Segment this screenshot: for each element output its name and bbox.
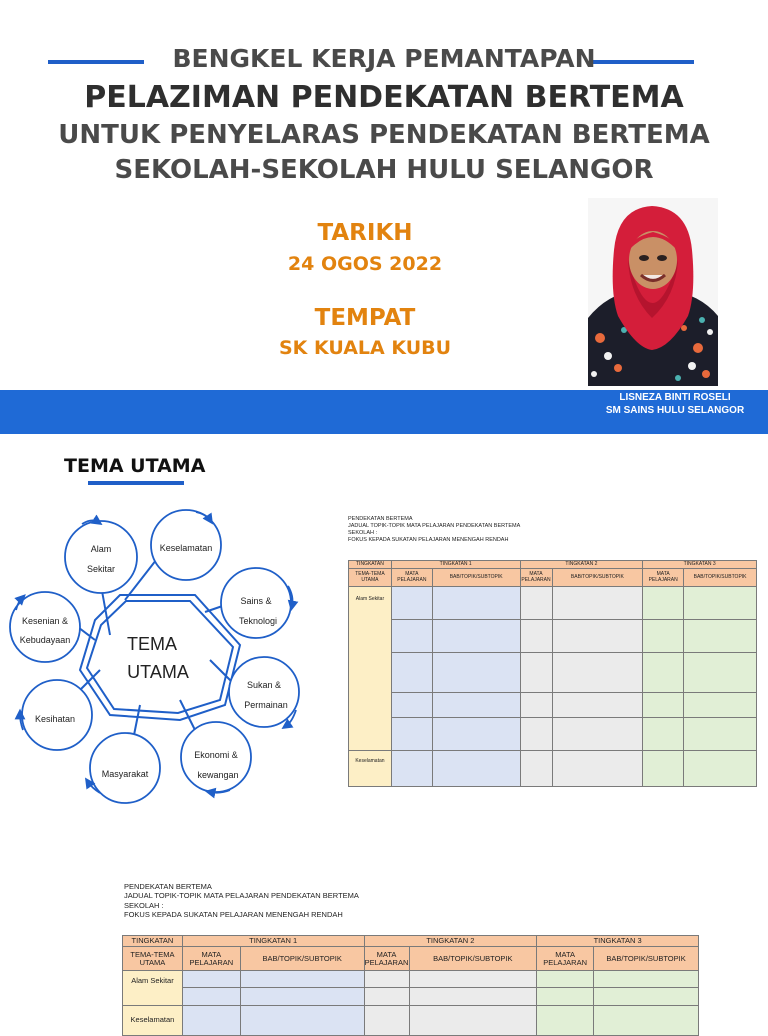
diagram-node-label: Kebudayaan [19, 635, 71, 645]
speaker-school: SM SAINS HULU SELANGOR [605, 405, 745, 416]
topics-table: TINGKATAN TINGKATAN 1 TINGKATAN 2 TINGKATAN 3 TEMA-TEMA UTAMA MATA PELAJARAN BAB/TOPIK/SUBTOPIK MATA PELAJARAN BAB/TOPIK/SUBTOPIK MATA PELAJARAN BAB/TOPIK/SUBTOPIK Alam Sekitar Keselamatan [122, 935, 699, 1036]
doc-heading-small: PENDEKATAN BERTEMA JADUAL TOPIK-TOPIK MATA PELAJARAN PENDEKATAN BERTEMA SEKOLAH : FOKUS KEPADA SUKATAN PELAJARAN MENENGAH RENDAH [348, 516, 521, 543]
topics-table-small: TINGKATAN TINGKATAN 1 TINGKATAN 2 TINGKATAN 3 TEMA-TEMA UTAMA MATA PELAJARAN BAB/TOPIK/SUBTOPIK MATA PELAJARAN BAB/TOPIK/SUBTOPIK MATA PELAJARAN BAB/TOPIK/SUBTOPIK Alam Sekitar Keselamatan [348, 560, 757, 787]
diagram-center-l2: UTAMA [127, 662, 189, 682]
diagram-node-label: Permainan [244, 700, 288, 710]
diagram-node-label: Masyarakat [101, 769, 149, 779]
diagram-node-label: Sains & [240, 596, 272, 606]
diagram-node-label: kewangan [197, 770, 239, 780]
venue-value: SK KUALA KUBU [278, 337, 452, 359]
diagram-node-label: Kesihatan [34, 714, 76, 724]
diagram-node-label: Sekitar [86, 564, 116, 574]
diagram-node-label: Ekonomi & [194, 750, 238, 760]
diagram-center-l1: TEMA [126, 634, 178, 654]
diagram-node-label: Sukan & [246, 680, 282, 690]
venue-label: TEMPAT [314, 305, 416, 331]
diagram-node-label: Alam [90, 544, 112, 554]
title-line-4: SEKOLAH-SEKOLAH HULU SELANGOR [114, 155, 654, 185]
diagram-node-circle [10, 592, 80, 662]
title-line-3: UNTUK PENYELARAS PENDEKATAN BERTEMA [58, 120, 710, 150]
diagram-node-label: Teknologi [238, 616, 278, 626]
speaker-photo [588, 198, 718, 386]
diagram-node-circle [229, 657, 299, 727]
theme-diagram [0, 500, 330, 805]
diagram-node-label: Keselamatan [159, 543, 213, 553]
diagram-node-circle [90, 733, 160, 803]
date-label: TARIKH [317, 220, 413, 246]
doc-heading: PENDEKATAN BERTEMA JADUAL TOPIK-TOPIK MATA PELAJARAN PENDEKATAN BERTEMA SEKOLAH : FOKUS KEPADA SUKATAN PELAJARAN MENENGAH RENDAH [124, 882, 359, 920]
diagram-node-label: Kesenian & [21, 616, 69, 626]
speaker-name: LISNEZA BINTI ROSELI [619, 392, 731, 403]
date-value: 24 OGOS 2022 [287, 253, 443, 275]
title-line-1: BENGKEL KERJA PEMANTAPAN [172, 44, 596, 73]
title-line-2: PELAZIMAN PENDEKATAN BERTEMA [84, 80, 684, 115]
section-title: TEMA UTAMA [64, 455, 206, 477]
diagram-node-circle [65, 521, 137, 593]
section-title-underline [88, 481, 184, 485]
